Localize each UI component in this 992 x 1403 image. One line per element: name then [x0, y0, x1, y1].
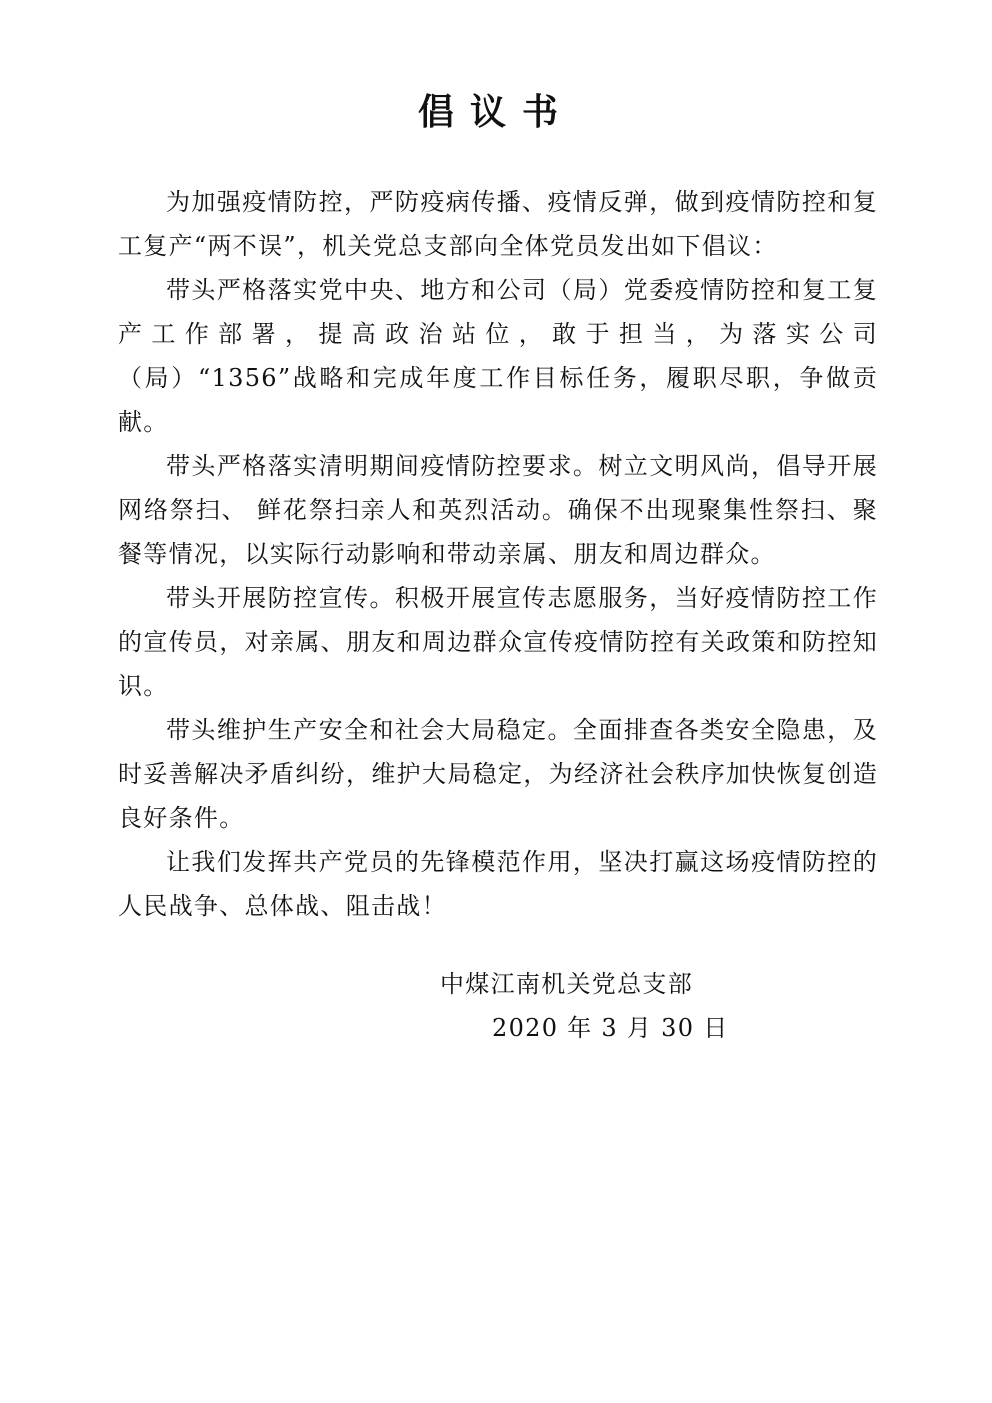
- paragraph-item-4: 带头维护生产安全和社会大局稳定。全面排查各类安全隐患，及时妥善解决矛盾纠纷，维护大局稳定，为经济社会秩序加快恢复创造良好条件。: [118, 716, 878, 832]
- paragraph-intro: 为加强疫情防控，严防疫病传播、疫情反弹，做到疫情防控和复工复产“两不误”，机关党总支部向全体党员发出如下倡议：: [118, 188, 878, 260]
- signature-block: [440, 962, 760, 1050]
- paragraph-item-1: 带头严格落实党中央、地方和公司（局）党委疫情防控和复工复产工作部署，提高政治站位，敢于担当，为落实公司（局）“1356”战略和完成年度工作目标任务，履职尽职，争做贡献。: [118, 276, 878, 436]
- document-body: [118, 180, 878, 928]
- paragraph-item-2: 带头严格落实清明期间疫情防控要求。树立文明风尚，倡导开展网络祭扫、 鲜花祭扫亲人和英烈活动。确保不出现聚集性祭扫、聚餐等情况，以实际行动影响和带动亲属、朋友和周边群众。: [118, 452, 878, 568]
- document-title: 倡议书: [417, 92, 574, 133]
- paragraph-closing: 让我们发挥共产党员的先锋模范作用，坚决打赢这场疫情防控的人民战争、总体战、阻击战！: [118, 848, 878, 920]
- paragraph-item-3: 带头开展防控宣传。积极开展宣传志愿服务，当好疫情防控工作的宣传员，对亲属、朋友和周边群众宣传疫情防控有关政策和防控知识。: [118, 584, 878, 700]
- signature-date: 2020 年 3 月 30 日: [492, 1014, 729, 1042]
- signature-organization: 中煤江南机关党总支部: [440, 970, 693, 998]
